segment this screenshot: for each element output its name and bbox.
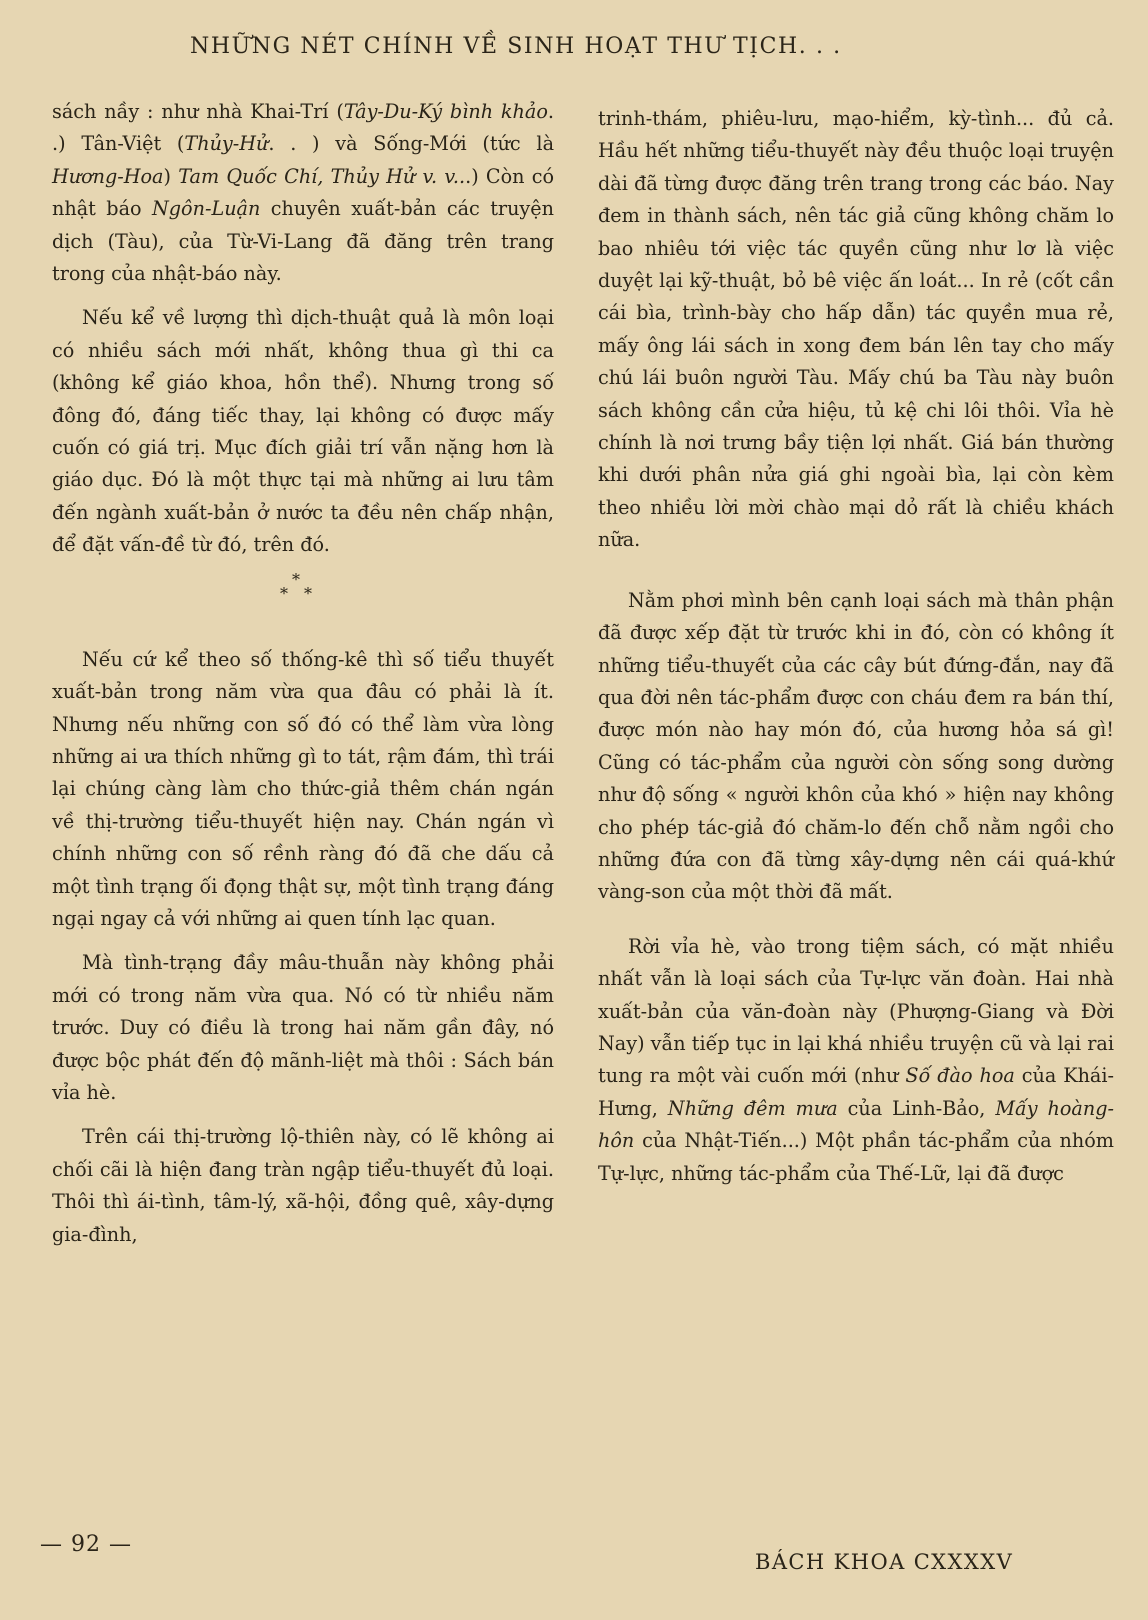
text-run: )	[163, 164, 179, 188]
paragraph: Mà tình-trạng đầy mâu-thuẫn này không phải mới có trong năm vừa qua. Nó có từ nhiều năm trước. Duy có điều là trong hai năm gần đây, nó được bộc phát đến độ mãnh-liệt mà thôi : Sách bán vỉa hè.	[52, 951, 554, 1104]
book-title: Tam Quốc Chí, Thủy Hử v. v..	[178, 164, 466, 188]
text-run: của Nhật-Tiến...) Một phần tác-phẩm của nhóm Tự-lực, những tác-phẩm của Thế-Lữ, lại đã được	[598, 1129, 1114, 1185]
paragraph: Trên cái thị-trường lộ-thiên này, có lẽ không ai chối cãi là hiện đang tràn ngập tiểu-thuyết đủ loại. Thôi thì ái-tình, tâm-lý, xã-hội, đồng quê, xây-dựng gia-đình,	[52, 1125, 554, 1246]
paragraph: trinh-thám, phiêu-lưu, mạo-hiểm, kỳ-tình... đủ cả. Hầu hết những tiểu-thuyết này đều thuộc loại truyện dài đã từng được đăng trên trang trong các báo. Nay đem in thành sách, nên tác giả cũng không chăm lo bao nhiêu tới việc tác quyền cũng như lơ là việc duyệt lại kỹ-thuật, bỏ bê việc ấn loát... In rẻ (cốt cần cái bìa, trình-bày cho hấp dẫn) tác quyền mua rẻ, mấy ông lái sách in xong đem bán lên tay cho mấy chú lái buôn người Tàu. Mấy chú ba Tàu này buôn sách không cần cửa hiệu, tủ kệ chi lôi thôi. Vỉa hè chính là nơi trưng bầy tiện lợi nhất. Giá bán thường khi dưới phân nửa giá ghi ngoài bìa, lại còn kèm theo nhiều lời mời chào mại dỏ rất là chiều khách nữa.	[598, 107, 1114, 552]
book-title: Mấy hoàng-hôn	[598, 1096, 1114, 1153]
paragraph: Nằm phơi mình bên cạnh loại sách mà thân phận đã được xếp đặt từ trước khi in đó, còn có không ít những tiểu-thuyết của các cây bút đứng-đắn, nay đã qua đời nên tác-phẩm được con cháu đem ra bán thí, được món nào hay món đó, của hương hỏa sá gì! Cũng có tác-phẩm của người còn sống song dường như độ sống « người khôn của khó » hiện nay không cho phép tác-giả đó chăm-lo đến chỗ nằm ngồi cho những đứa con đã từng xây-dựng nên cái quá-khứ vàng-son của một thời đã mất.	[598, 588, 1114, 904]
asterisk: *	[304, 583, 312, 603]
running-header: NHỮNG NÉT CHÍNH VỀ SINH HOẠT THƯ TỊCH. . .	[190, 34, 842, 59]
left-column	[52, 96, 554, 1251]
book-title: Hương-Hoa	[52, 164, 164, 188]
text-run: chuyên xuất-bản các truyện dịch (Tàu), của Từ-Vi-Lang đã đăng trên trang trong của nhật-báo này.	[52, 197, 554, 286]
paragraph	[52, 96, 554, 290]
paragraph: Nếu cứ kể theo số thống-kê thì số tiểu thuyết xuất-bản trong năm vừa qua đâu có phải là ít. Nhưng nếu những con số đó có thể làm vừa lòng những ai ưa thích những gì to tát, rậm đám, thì trái lại chúng càng làm cho thức-giả thêm chán ngán về thị-trường tiểu-thuyết hiện nay. Chán ngán vì chính những con số rềnh ràng đó đã che dấu cả một tình trạng ối đọng thật sự, một tình trạng đáng ngại ngay cả với những ai quen tính lạc quan.	[52, 647, 554, 930]
book-title: Những đêm mưa	[667, 1096, 838, 1120]
book-title: Thủy-Hử	[184, 132, 269, 156]
book-title: Số đào hoa	[905, 1064, 1015, 1088]
book-title: Tây-Du-Ký bình khảo	[343, 100, 548, 123]
magazine-issue: BÁCH KHOA CXXXXV	[755, 1550, 1014, 1574]
paragraph: Nếu kể về lượng thì dịch-thuật quả là môn loại có nhiều sách mới nhất, không thua gì thi ca (không kể giáo khoa, hồn thể). Nhưng trong số đông đó, đáng tiếc thay, lại không có được mấy cuốn có giá trị. Mục đích giải trí vẫn nặng hơn là giáo dục. Đó là một thực tại mà những ai lưu tâm đến ngành xuất-bản ở nước ta đều nên chấp nhận, để đặt vấn-đề từ đó, trên đó.	[52, 306, 554, 557]
text-run: . . ) và Sống-Mới (tức là	[268, 132, 555, 156]
text-run: .) Còn có nhật báo	[52, 164, 554, 221]
right-column	[598, 103, 1114, 1190]
text-run: sách nầy : như nhà Khai-Trí (	[52, 100, 344, 123]
section-divider	[52, 562, 554, 632]
text-run: Rời vỉa hè, vào trong tiệm sách, có mặt nhiều nhất vẫn là loại sách của Tự-lực văn đoàn. Hai nhà xuất-bản của văn-đoàn này (Phượng-Giang và Đời Nay) vẫn tiếp tục in lại khá nhiều truyện cũ và lại rai tung ra một vài cuốn mới (như	[598, 934, 1114, 1088]
text-run: của Khái-Hưng,	[598, 1064, 1114, 1120]
newspaper-title: Ngôn-Luận	[151, 197, 261, 221]
text-run: của Linh-Bảo,	[837, 1096, 996, 1120]
asterisk: *	[280, 583, 288, 603]
paragraph	[598, 931, 1114, 1190]
asterisk: *	[292, 569, 300, 589]
page-number: — 92 —	[40, 1532, 132, 1557]
text-run: . .) Tân-Việt (	[52, 100, 554, 156]
